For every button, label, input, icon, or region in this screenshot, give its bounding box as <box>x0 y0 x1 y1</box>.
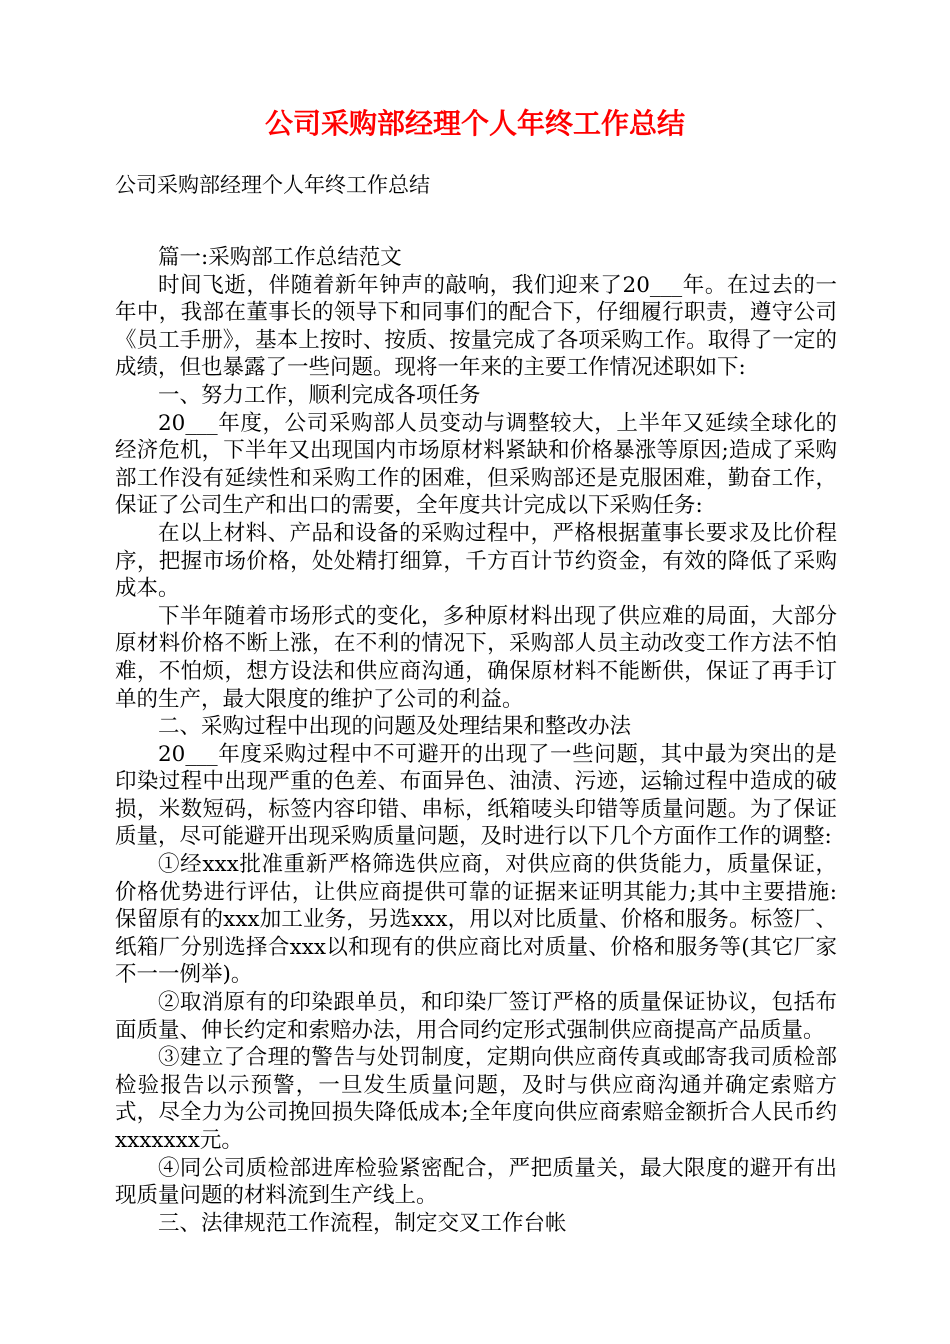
paragraph: 时间飞逝，伴随着新年钟声的敲响，我们迎来了20___年。在过去的一年中，我部在董事长的领导下和同事们的配合下，仔细履行职责，遵守公司《员工手册》，基本上按时、按质、按量完成了各项采购工作。取得了一定的成绩，但也暴露了一些问题。现将一年来的主要工作情况述职如下: <box>115 272 837 381</box>
paragraph-list-item: ③建立了合理的警告与处罚制度，定期向供应商传真或邮寄我司质检部检验报告以示预警，一旦发生质量问题，及时与供应商沟通并确定索赔方式，尽全力为公司挽回损失降低成本;全年度向供应商索赔金额折合人民币约xxxxxxx元。 <box>115 1045 837 1153</box>
document-title: 公司采购部经理个人年终工作总结 <box>264 107 685 140</box>
paragraph-list-item: ①经xxx批准重新严格筛选供应商，对供应商的供货能力，质量保证，价格优势进行评估，让供应商提供可靠的证据来证明其能力;其中主要措施:保留原有的xxx加工业务，另选xxx，用以对比质量、价格和服务。标签厂、纸箱厂分别选择合xxx以和现有的供应商比对质量、价格和服务等(其它厂家不一一例举)。 <box>115 852 837 988</box>
paragraph-heading: 三、法律规范工作流程，制定交叉工作台帐 <box>158 1210 567 1236</box>
paragraph: 20___年度，公司采购部人员变动与调整较大，上半年又延续全球化的经济危机，下半年又出现国内市场原材料紧缺和价格暴涨等原因;造成了采购部工作没有延续性和采购工作的困难，但采购部还是克服困难，勤奋工作，保证了公司生产和出口的需要，全年度共计完成以下采购任务: <box>115 410 837 519</box>
paragraph-list-item: ④同公司质检部进库检验紧密配合，严把质量关，最大限度的避开有出现质量问题的材料流到生产线上。 <box>115 1155 837 1209</box>
paragraph-list-item: ②取消原有的印染跟单员，和印染厂签订严格的质量保证协议，包括布面质量、伸长约定和索赔办法，用合同约定形式强制供应商提高产品质量。 <box>115 990 837 1043</box>
document-body <box>115 244 837 1237</box>
paragraph-section-heading: 篇一:采购部工作总结范文 <box>158 245 402 270</box>
paragraph-heading: 二、采购过程中出现的问题及处理结果和整改办法 <box>158 714 632 740</box>
paragraph-heading: 一、努力工作，顺利完成各项任务 <box>158 382 481 408</box>
paragraph: 20___年度采购过程中不可避开的出现了一些问题，其中最为突出的是印染过程中出现严重的色差、布面异色、油渍、污迹，运输过程中造成的破损，米数短码，标签内容印错、串标，纸箱唛头印错等质量问题。为了保证质量，尽可能避开出现采购质量问题，及时进行以下几个方面作工作的调整: <box>115 741 837 850</box>
paragraph: 下半年随着市场形式的变化，多种原材料出现了供应难的局面，大部分原材料价格不断上涨，在不利的情况下，采购部人员主动改变工作方法不怕难，不怕烦，想方设法和供应商沟通，确保原材料不能断供，保证了再手订单的生产，最大限度的维护了公司的利益。 <box>115 603 837 712</box>
paragraph: 在以上材料、产品和设备的采购过程中，严格根据董事长要求及比价程序，把握市场价格，处处精打细算，千方百计节约资金，有效的降低了采购成本。 <box>115 520 837 602</box>
document-subtitle: 公司采购部经理个人年终工作总结 <box>115 173 430 197</box>
